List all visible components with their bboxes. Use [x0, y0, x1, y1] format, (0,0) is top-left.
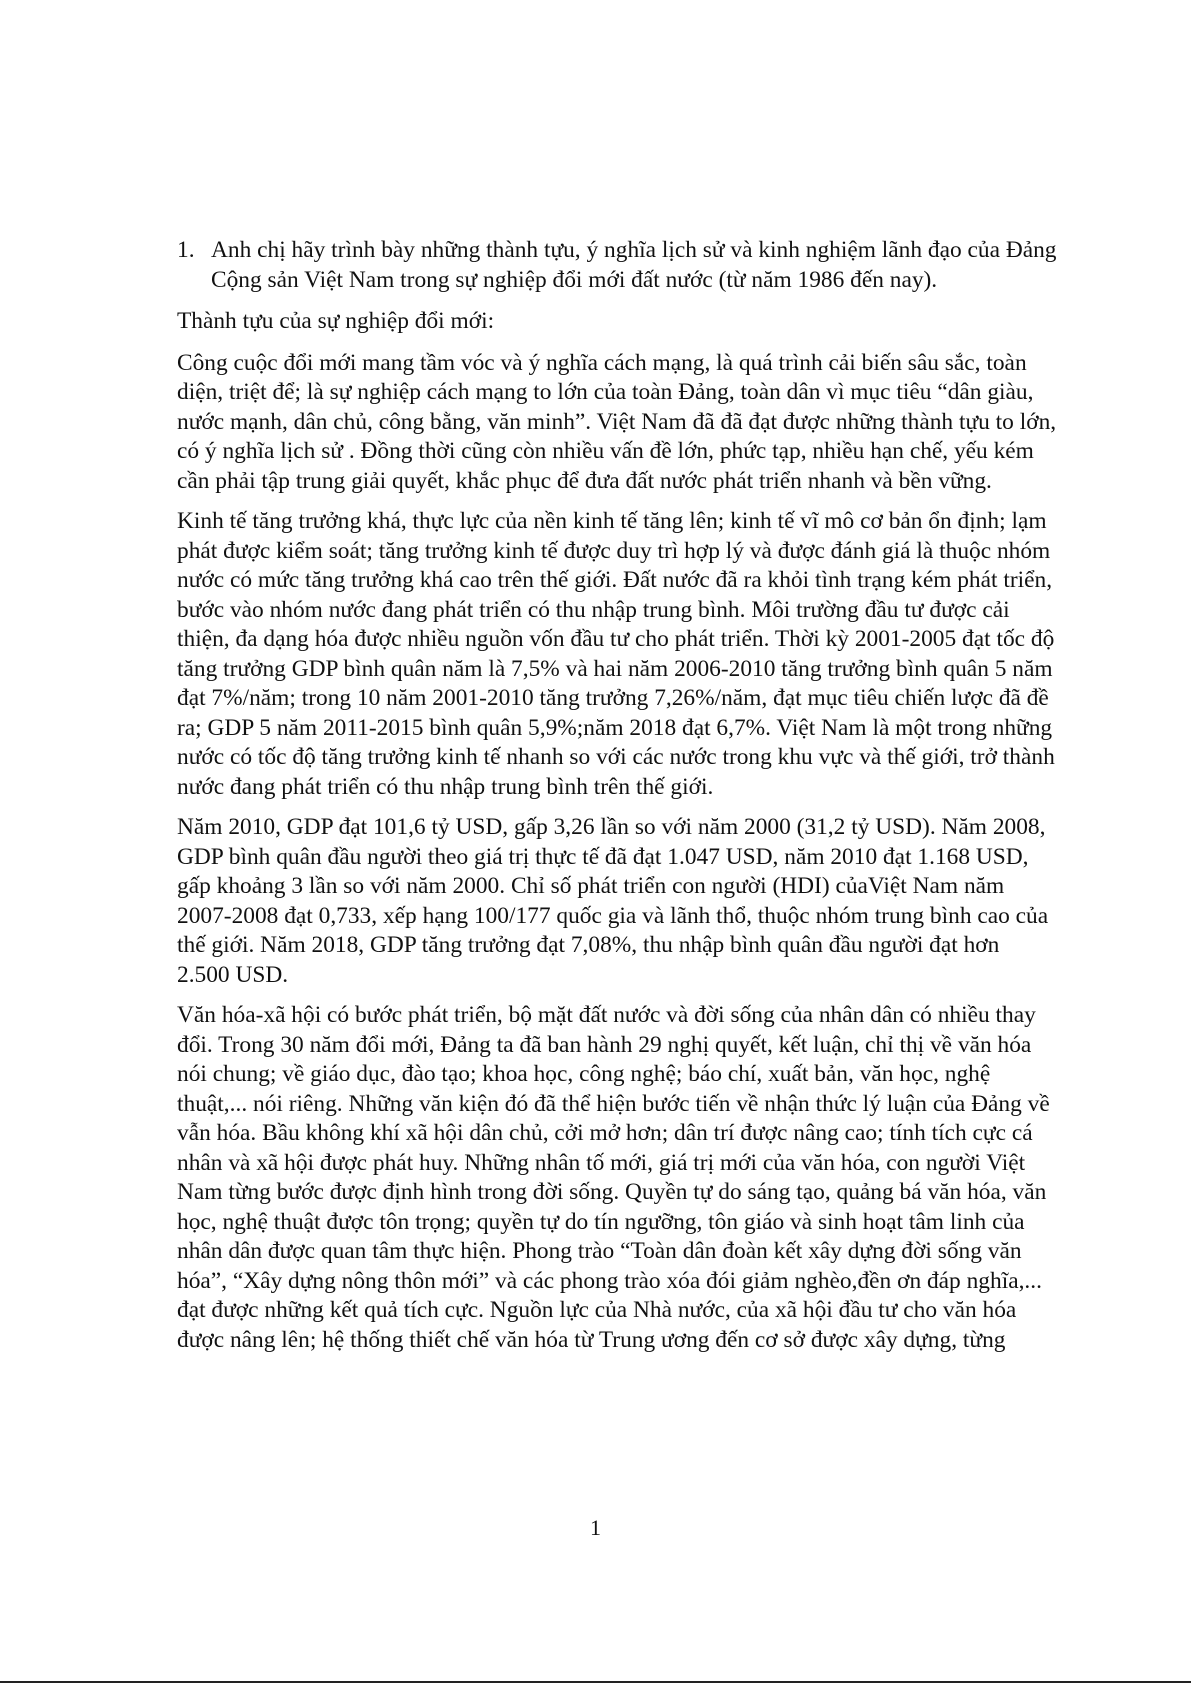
paragraph-economy: Kinh tế tăng trưởng khá, thực lực của nền kinh tế tăng lên; kinh tế vĩ mô cơ bản ổn định; lạm phát được kiểm soát; tăng trưởng kinh tế được duy trì hợp lý và được đánh giá là thuộc nhóm nước có mức tăng trưởng khá cao trên thế giới. Đất nước đã ra khỏi tình trạng kém phát triển, bước vào nhóm nước đang phát triển có thu nhập trung bình. Môi trường đầu tư được cải thiện, đa dạng hóa được nhiều nguồn vốn đầu tư cho phát triển. Thời kỳ 2001-2005 đạt tốc độ tăng trưởng GDP bình quân năm là 7,5% và hai năm 2006-2010 tăng trưởng bình quân 5 năm đạt 7%/năm; trong 10 năm 2001-2010 tăng trưởng 7,26%/năm, đạt mục tiêu chiến lược đã đề ra; GDP 5 năm 2011-2015 bình quân 5,9%;năm 2018 đạt 6,7%. Việt Nam là một trong những nước có tốc độ tăng trưởng kinh tế nhanh so với các nước trong khu vực và thế giới, trở thành nước đang phát triển có thu nhập trung bình trên thế giới. — [177, 508, 1055, 800]
question-number: 1. — [177, 237, 195, 263]
question-text: Anh chị hãy trình bày những thành tựu, ý nghĩa lịch sử và kinh nghiệm lãnh đạo của Đảng Cộng sản Việt Nam trong sự nghiệp đổi mới đất nước (từ năm 1986 đến nay). — [211, 237, 1057, 293]
paragraph-intro: Công cuộc đổi mới mang tầm vóc và ý nghĩa cách mạng, là quá trình cải biến sâu sắc, toàn diện, triệt để; là sự nghiệp cách mạng to lớn của toàn Đảng, toàn dân vì mục tiêu “dân giàu, nước mạnh, dân chủ, công bằng, văn minh”. Việt Nam đã đã đạt được những thành tựu to lớn, có ý nghĩa lịch sử . Đồng thời cũng còn nhiều vấn đề lớn, phức tạp, nhiều hạn chế, yếu kém cần phải tập trung giải quyết, khắc phục để đưa đất nước phát triển nhanh và bền vững. — [177, 349, 1057, 494]
page-content — [177, 236, 1057, 1366]
section-heading: Thành tựu của sự nghiệp đổi mới: — [177, 308, 495, 334]
page-number: 1 — [590, 1515, 601, 1540]
question-item — [177, 236, 1057, 295]
bottom-divider — [0, 1681, 1191, 1683]
paragraph-culture: Văn hóa-xã hội có bước phát triển, bộ mặt đất nước và đời sống của nhân dân có nhiều thay đổi. Trong 30 năm đổi mới, Đảng ta đã ban hành 29 nghị quyết, kết luận, chỉ thị về văn hóa nói chung; về giáo dục, đào tạo; khoa học, công nghệ; báo chí, xuất bản, văn học, nghệ thuật,... nói riêng. Những văn kiện đó đã thể hiện bước tiến về nhận thức lý luận của Đảng về vẫn hóa. Bầu không khí xã hội dân chủ, cởi mở hơn; dân trí được nâng cao; tính tích cực cá nhân và xã hội được phát huy. Những nhân tố mới, giá trị mới của văn hóa, con người Việt Nam từng bước được định hình trong đời sống. Quyền tự do sáng tạo, quảng bá văn hóa, văn học, nghệ thuật được tôn trọng; quyền tự do tín ngưỡng, tôn giáo và sinh hoạt tâm linh của nhân dân được quan tâm thực hiện. Phong trào “Toàn dân đoàn kết xây dựng đời sống văn hóa”, “Xây dựng nông thôn mới” và các phong trào xóa đói giảm nghèo,đền ơn đáp nghĩa,... đạt được những kết quả tích cực. Nguồn lực của Nhà nước, của xã hội đầu tư cho văn hóa được nâng lên; hệ thống thiết chế văn hóa từ Trung ương đến cơ sở được xây dựng, từng — [177, 1002, 1050, 1353]
paragraph-gdp: Năm 2010, GDP đạt 101,6 tỷ USD, gấp 3,26 lần so với năm 2000 (31,2 tỷ USD). Năm 2008, GDP bình quân đầu người theo giá trị thực tế đã đạt 1.047 USD, năm 2010 đạt 1.168 USD, gấp khoảng 3 lần so với năm 2000. Chỉ số phát triển con người (HDI) củaViệt Nam năm 2007-2008 đạt 0,733, xếp hạng 100/177 quốc gia và lãnh thổ, thuộc nhóm trung bình cao của thế giới. Năm 2018, GDP tăng trưởng đạt 7,08%, thu nhập bình quân đầu người đạt hơn 2.500 USD. — [177, 814, 1049, 988]
